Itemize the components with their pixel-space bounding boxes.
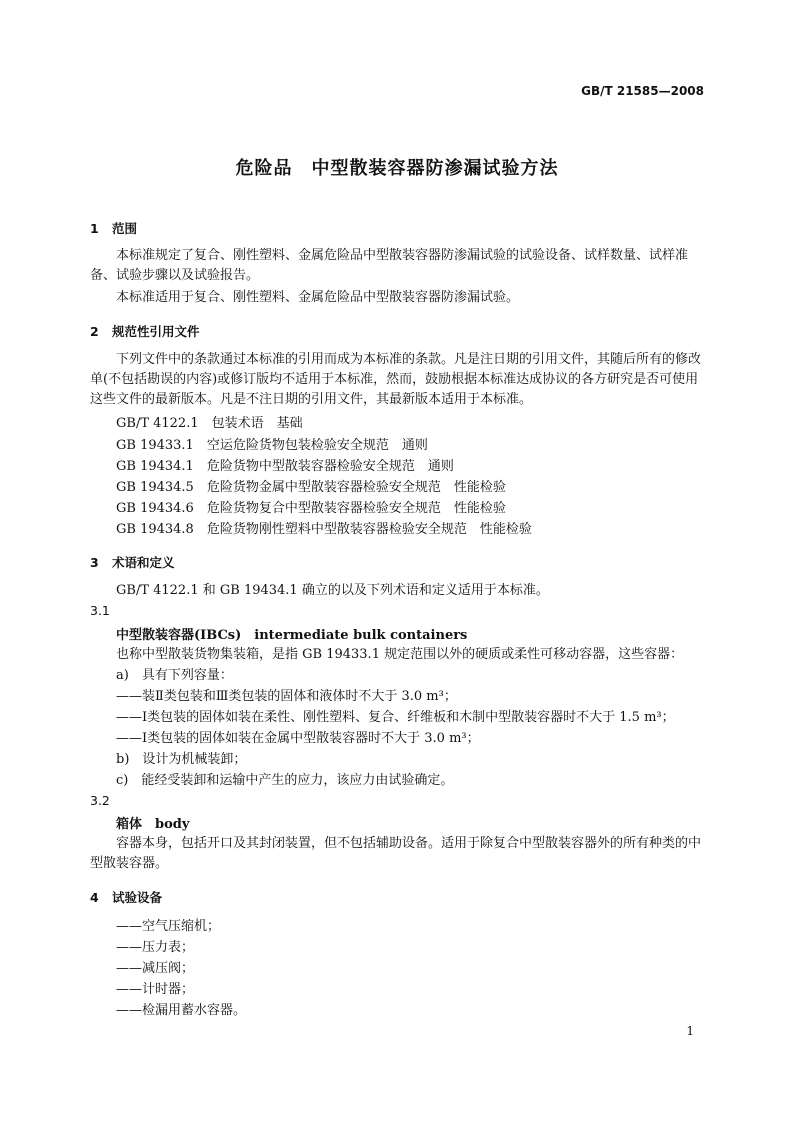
definition-list-item: ——Ⅰ类包装的固体如装在金属中型散装容器时不大于 3.0 m³； (116, 731, 480, 746)
reference-item: GB/T 4122.1 包装术语 基础 (116, 416, 303, 431)
reference-item: GB 19434.8 危险货物刚性塑料中型散装容器检验安全规范 性能检验 (116, 522, 532, 537)
definition-list-item: ——Ⅰ类包装的固体如装在柔性、刚性塑料、复合、纤维板和木制中型散装容器时不大于 1.5 m³； (116, 710, 675, 725)
section-title: 试验设备 (112, 890, 163, 905)
section-title: 规范性引用文件 (112, 324, 200, 339)
equipment-item: ——计时器； (116, 982, 195, 997)
section-1-paragraph-2: 本标准适用于复合、刚性塑料、金属危险品中型散装容器防渗漏试验。 (116, 290, 520, 305)
definition-list-item: c) 能经受装卸和运输中产生的应力，该应力由试验确定。 (116, 773, 454, 788)
page-number: 1 (686, 1024, 694, 1038)
section-1-heading (90, 219, 137, 237)
reference-item: GB 19434.6 危险货物复合中型散装容器检验安全规范 性能检验 (116, 501, 506, 516)
section-title: 术语和定义 (112, 555, 175, 570)
section-3-paragraph-1: GB/T 4122.1 和 GB 19434.1 确立的以及下列术语和定义适用于本标准。 (116, 583, 549, 598)
term-3-2-title: 箱体 body (116, 817, 190, 832)
document-title: 危险品 中型散装容器防渗漏试验方法 (235, 158, 559, 179)
definition-list-item: b) 设计为机械装卸； (116, 752, 247, 767)
reference-item: GB 19434.1 危险货物中型散装容器检验安全规范 通则 (116, 459, 454, 474)
section-number: 4 (90, 890, 99, 905)
term-3-1-definition: 也称中型散装货物集装箱，是指 GB 19433.1 规定范围以外的硬质或柔性可移动容器，这些容器： (116, 647, 684, 662)
reference-item: GB 19434.5 危险货物金属中型散装容器检验安全规范 性能检验 (116, 480, 506, 495)
definition-list-item: a) 具有下列容量： (116, 668, 233, 683)
standard-number: GB/T 21585—2008 (581, 84, 704, 98)
reference-item: GB 19433.1 空运危险货物包装检验安全规范 通则 (116, 438, 428, 453)
section-number: 3 (90, 555, 99, 570)
section-1-paragraph-1: 本标准规定了复合、刚性塑料、金属危险品中型散装容器防渗漏试验的试验设备、试样数量、试样准备、试验步骤以及试验报告。 (90, 248, 689, 283)
term-3-2-definition: 容器本身，包括开口及其封闭装置，但不包括辅助设备。适用于除复合中型散装容器外的所有种类的中型散装容器。 (90, 836, 702, 871)
section-number: 1 (90, 221, 99, 236)
equipment-item: ——空气压缩机； (116, 919, 221, 934)
section-2-heading (90, 322, 200, 340)
definition-list-item: ——装Ⅱ类包装和Ⅲ类包装的固体和液体时不大于 3.0 m³； (116, 689, 457, 704)
term-3-1-number: 3.1 (90, 603, 110, 618)
section-number: 2 (90, 324, 99, 339)
equipment-item: ——压力表； (116, 940, 195, 955)
section-2-paragraph-1: 下列文件中的条款通过本标准的引用而成为本标准的条款。凡是注日期的引用文件，其随后所有的修改单(不包括勘误的内容)或修订版均不适用于本标准，然而，鼓励根据本标准达成协议的各方研究是否可使用这些文件的最新版本。凡是不注日期的引用文件，其最新版本适用于本标准。 (90, 352, 702, 407)
term-3-1-title: 中型散装容器(IBCs) intermediate bulk containers (116, 628, 468, 643)
section-title: 范围 (112, 221, 138, 236)
equipment-item: ——减压阀； (116, 961, 195, 976)
equipment-item: ——检漏用蓄水容器。 (116, 1003, 247, 1018)
section-3-heading (90, 553, 175, 571)
section-4-heading (90, 888, 162, 906)
term-3-2-number: 3.2 (90, 793, 110, 808)
